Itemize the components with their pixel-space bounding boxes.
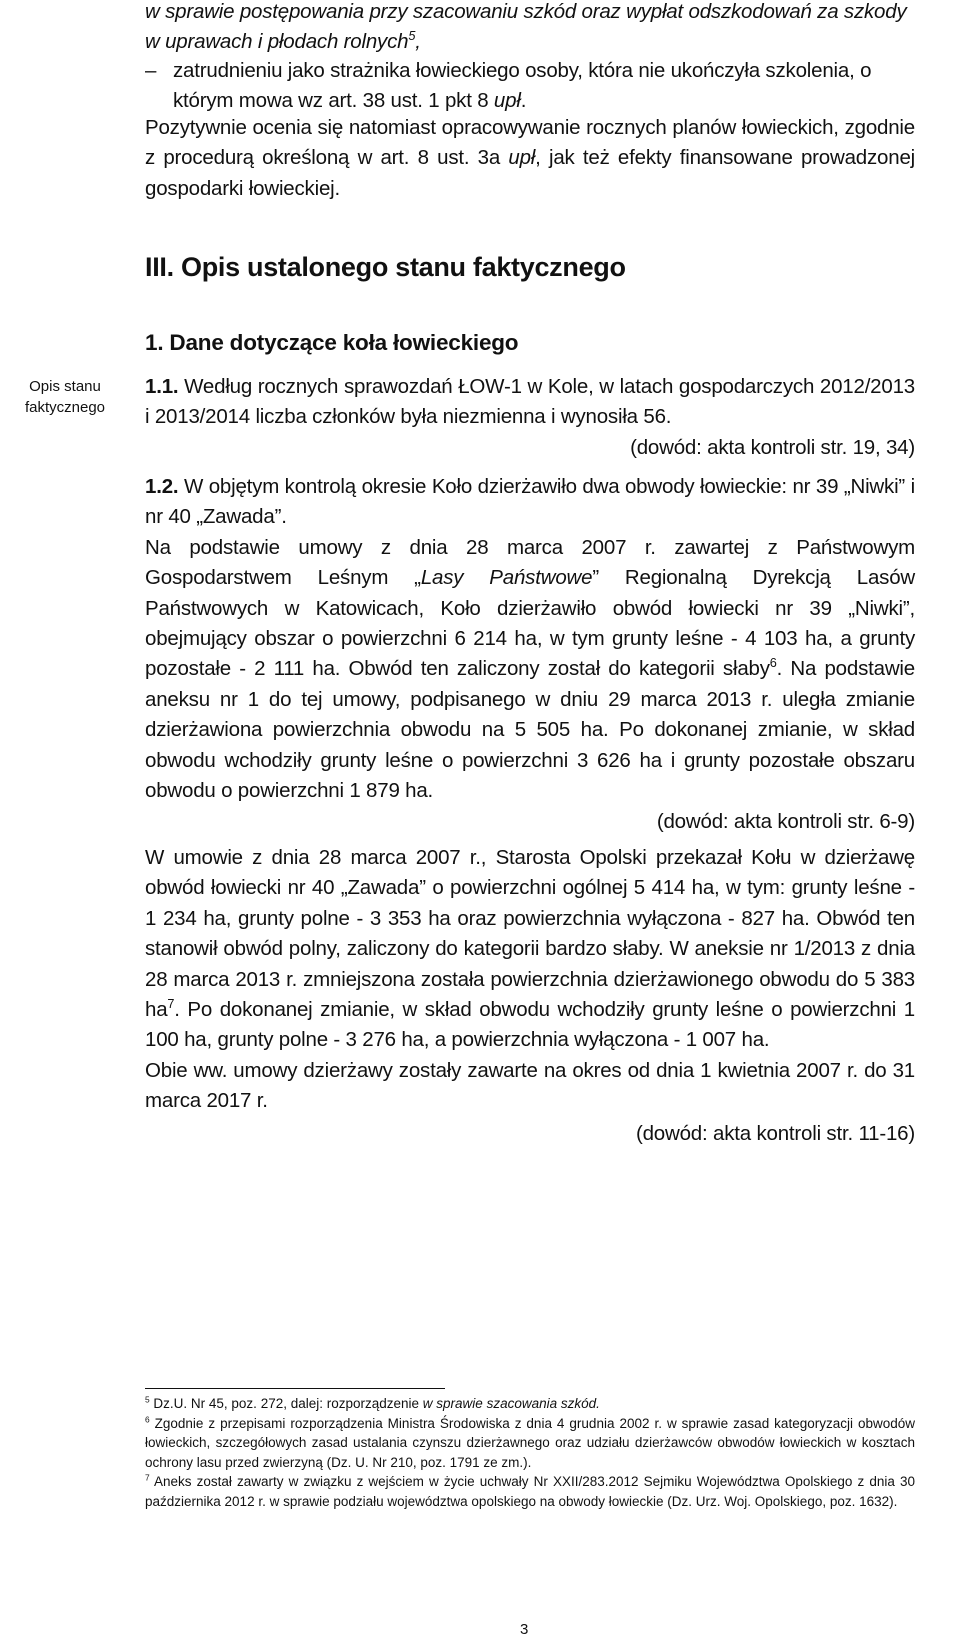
footnote-7 (145, 1472, 915, 1511)
footnote-separator (145, 1388, 445, 1389)
lease-text-part: Na podstawie umowy z dnia 28 marca 2007 r. zawartej z Państwowym Gospodarstwem Leśnym „ (145, 535, 915, 590)
footnote-text: Zgodnie z przepisami rozporządzenia Ministra Środowiska z dnia 4 grudnia 2002 r. w sprawie zasad kategoryzacji obwodów łowieckich, szczegółowych zasad ustalania czynszu dzierżawnego oraz udziału dzierżawców obwodów łowieckich w kosztach ochrony lasu przed zwierzyną (Dz. U. Nr 210, poz. 1791 ze zm.). (145, 1415, 915, 1470)
evidence-note: (dowód: akta kontroli str. 6-9) (656, 810, 915, 834)
subsection-heading: 1. Dane dotyczące koła łowieckiego (145, 330, 519, 355)
dash-item-text (145, 56, 915, 117)
footnote-ref-5[interactable]: 5 (408, 28, 416, 44)
footnote-number: 6 (145, 1414, 150, 1424)
footnote-italic: w sprawie szacowania szkód. (422, 1396, 600, 1411)
intro-italic-end: , (415, 30, 421, 54)
paragraph-1-2 (145, 472, 915, 1149)
lease-text-part: . Na podstawie aneksu nr 1 do tej umowy, podpisanego w dniu 29 marca 2013 r. uległa zmianie dzierżawiona powierzchnia obwodu na 5 505 ha. Po dokonanej zmianie, w skład obwodu wchodziły grunty leśne o powierzchni 3 626 ha i grunty pozostałe obszaru obwodu o powierzchni 1 879 ha. (145, 657, 915, 803)
footnote-number: 5 (145, 1394, 150, 1405)
paragraph-text: Według rocznych sprawozdań ŁOW-1 w Kole, w latach gospodarczych 2012/2013 i 2013/2014 liczba członków była niezmienna i wynosiła 56. (145, 375, 915, 429)
positive-assessment-paragraph (145, 113, 915, 204)
footnotes (145, 1394, 915, 1511)
dash-list-item (145, 56, 915, 117)
evidence-note: (dowód: akta kontroli str. 19, 34) (630, 436, 915, 459)
footnote-number: 7 (145, 1472, 150, 1483)
dash-bullet: – (145, 59, 157, 82)
paragraph-1-2-lease-39 (145, 533, 915, 807)
paragraph-1-1 (145, 372, 915, 433)
footnote-ref-7[interactable]: 7 (167, 996, 175, 1012)
footnote-text: Dz.U. Nr 45, poz. 272, dalej: rozporządzenie (149, 1396, 423, 1411)
paragraph-1-2-intro (145, 472, 915, 533)
footnote-5 (145, 1394, 915, 1414)
positive-text-end: , jak też efekty finansowane prowadzonej gospodarki łowieckiej. (145, 146, 915, 200)
footnote-text: Aneks został zawarty w związku z wejściem w życie uchwały Nr XXII/283.2012 Sejmiku Województwa Opolskiego z dnia 30 października 2012 r. w sprawie podziału województwa opolskiego na obwody łowieckie (Dz. Urz. Woj. Opolskiego, poz. 1632). (145, 1474, 915, 1509)
footnote-ref-6[interactable]: 6 (769, 655, 777, 671)
footnote-6 (145, 1414, 915, 1473)
paragraph-1-2-lease-40 (145, 843, 915, 1056)
lease-text-part: W umowie z dnia 28 marca 2007 r., Starosta Opolski przekazał Kołu w dzierżawę obwód łowiecki nr 40 „Zawada” o powierzchni ogólnej 5 414 ha, w tym: grunty leśne - 1 234 ha, grunty polne - 3 353 ha oraz powierzchnia wyłączona - 827 ha. Obwód ten stanowił obwód polny, zaliczony do kategorii bardzo słaby. W aneksie nr 1/2013 z dnia 28 marca 2013 r. zmniejszona została powierzchnia dzierżawionego obwodu do 5 383 ha (145, 845, 915, 1021)
paragraph-text: W objętym kontrolą okresie Koło dzierżawiło dwa obwody łowieckie: nr 39 „Niwki” i nr 40 „Zawada”. (145, 475, 915, 529)
positive-text-part: Pozytywnie ocenia się natomiast opracowywanie rocznych planów łowieckich, zgodnie z procedurą określoną w art. 8 ust. 3a (145, 116, 915, 170)
positive-text-italic: upł (508, 146, 536, 170)
lease-text-part: . Po dokonanej zmianie, w skład obwodu wchodziły grunty leśne o powierzchni 1 100 ha, grunty polne - 3 276 ha, a powierzchnia wyłączona - 1 007 ha. (145, 997, 915, 1052)
page-number: 3 (520, 1621, 529, 1638)
intro-italic-text: w sprawie postępowania przy szacowaniu szkód oraz wypłat odszkodowań za szkody w uprawach i płodach rolnych (145, 0, 907, 54)
paragraph-1-2-term: Obie ww. umowy dzierżawy zostały zawarte na okres od dnia 1 kwietnia 2007 r. do 31 marca 2017 r. (145, 1058, 915, 1113)
lease-text-italic: Lasy Państwowe (420, 566, 593, 590)
paragraph-number: 1.2. (145, 475, 179, 498)
margin-note: Opis stanu faktycznego (24, 378, 106, 416)
paragraph-number: 1.1. (145, 375, 179, 398)
lease-text-part: ” Regionalną Dyrekcją Lasów Państwowych w Katowicach, Koło dzierżawiło obwód łowiecki nr 39 „Niwki”, obejmujący obszar o powierzchni 6 214 ha, w tym grunty leśne - 4 103 ha, a grunty pozostałe - 2 111 ha. Obwód ten zaliczony został do kategorii słaby (145, 566, 915, 681)
dash-text-italic: upł (493, 89, 521, 113)
evidence-note: (dowód: akta kontroli str. 11-16) (635, 1121, 915, 1145)
dash-text-part: zatrudnieniu jako strażnika łowieckiego osoby, która nie ukończyła szkolenia, o którym mowa wz art. 38 ust. 1 pkt 8 (173, 59, 872, 113)
section-heading: III. Opis ustalonego stanu faktycznego (145, 252, 626, 282)
dash-text-end: . (520, 89, 527, 113)
intro-italic-line (145, 0, 915, 58)
